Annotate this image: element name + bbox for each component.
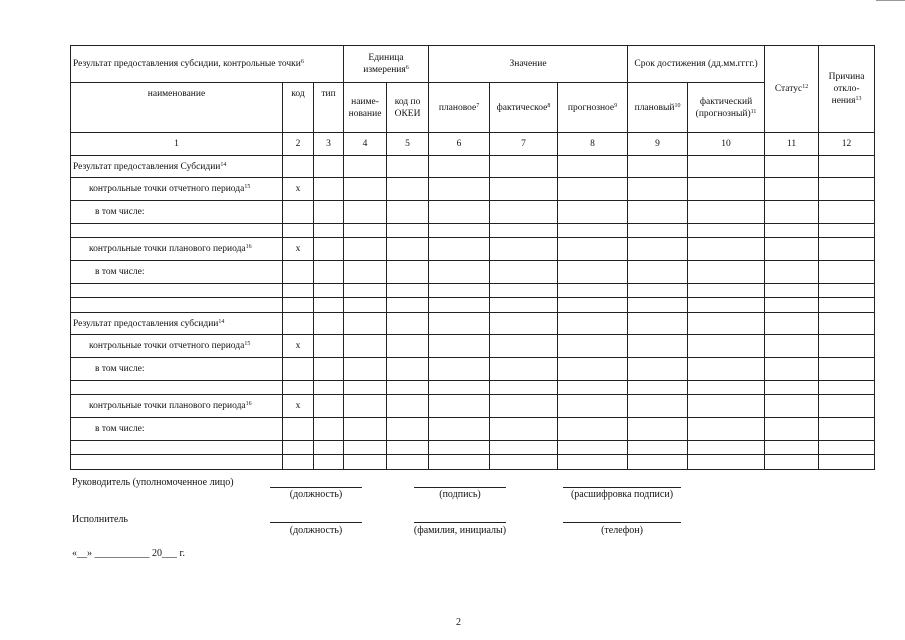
empty-cell xyxy=(558,358,628,381)
empty-cell xyxy=(688,284,765,298)
empty-cell xyxy=(490,441,558,455)
result-title-cell xyxy=(71,156,283,178)
empty-cell xyxy=(688,298,765,313)
empty-cell xyxy=(387,455,429,470)
header-code: код xyxy=(283,83,314,133)
empty-cell xyxy=(429,224,490,238)
control-points-label: контрольные точки планового периода xyxy=(89,401,246,411)
empty-cell xyxy=(558,224,628,238)
empty-cell xyxy=(819,178,875,201)
corner-mark xyxy=(876,0,905,1)
empty-cell xyxy=(490,313,558,335)
empty-cell xyxy=(558,156,628,178)
footnote-ref: 6 xyxy=(300,59,304,65)
footnote-ref: 9 xyxy=(614,102,618,109)
empty-cell xyxy=(558,418,628,441)
empty-cell xyxy=(628,455,688,470)
empty-cell xyxy=(688,455,765,470)
empty-cell xyxy=(558,298,628,313)
empty-cell xyxy=(558,381,628,395)
header-row-2 xyxy=(71,83,875,133)
header-actual: фактическое xyxy=(496,102,548,113)
code-cell: x xyxy=(283,238,314,261)
result-row xyxy=(71,313,875,335)
empty-cell xyxy=(387,261,429,284)
empty-cell xyxy=(283,261,314,284)
footnote-ref: 8 xyxy=(547,102,551,109)
empty-cell xyxy=(819,284,875,298)
control-points-label: контрольные точки отчетного периода xyxy=(89,341,245,351)
empty-cell xyxy=(387,156,429,178)
signature-line xyxy=(563,487,681,488)
empty-cell xyxy=(314,335,344,358)
header-reason-cell xyxy=(819,46,875,133)
empty-cell xyxy=(819,335,875,358)
empty-cell xyxy=(344,238,387,261)
footnote-ref: 12 xyxy=(802,84,809,90)
empty-cell xyxy=(688,358,765,381)
empty-cell xyxy=(628,201,688,224)
header-okei: код по ОКЕИ xyxy=(387,83,429,133)
empty-cell xyxy=(765,156,819,178)
empty-row xyxy=(71,381,875,395)
code-cell: x xyxy=(283,395,314,418)
including-label: в том числе: xyxy=(71,418,283,441)
empty-cell xyxy=(429,284,490,298)
empty-cell xyxy=(71,224,283,238)
empty-cell xyxy=(628,395,688,418)
empty-cell xyxy=(490,335,558,358)
including-label: в том числе: xyxy=(71,261,283,284)
empty-cell xyxy=(819,298,875,313)
empty-cell xyxy=(819,441,875,455)
empty-cell xyxy=(628,284,688,298)
empty-cell xyxy=(688,201,765,224)
header-result: Результат предоставления субсидии, контрольные точки xyxy=(73,59,301,69)
empty-cell xyxy=(344,224,387,238)
empty-cell xyxy=(765,441,819,455)
empty-cell xyxy=(490,395,558,418)
signature-line xyxy=(414,522,506,523)
result-title: Результат предоставления Субсидии xyxy=(73,161,221,172)
empty-cell xyxy=(628,335,688,358)
empty-cell xyxy=(283,418,314,441)
empty-cell xyxy=(819,395,875,418)
empty-cell xyxy=(490,418,558,441)
empty-cell xyxy=(490,178,558,201)
empty-cell xyxy=(314,381,344,395)
empty-cell xyxy=(765,298,819,313)
position-caption: (должность) xyxy=(289,489,343,500)
empty-cell xyxy=(344,395,387,418)
sign-caption: (подпись) xyxy=(439,489,481,500)
empty-cell xyxy=(628,156,688,178)
footnote-ref: 16 xyxy=(245,401,252,407)
empty-cell xyxy=(688,238,765,261)
empty-cell xyxy=(490,201,558,224)
empty-cell xyxy=(490,156,558,178)
empty-cell xyxy=(558,201,628,224)
empty-cell xyxy=(765,335,819,358)
including-row xyxy=(71,261,875,284)
header-row-1 xyxy=(71,46,875,83)
empty-cell xyxy=(765,313,819,335)
empty-cell xyxy=(429,298,490,313)
empty-cell xyxy=(429,156,490,178)
empty-row xyxy=(71,441,875,455)
footnote-ref: 15 xyxy=(244,341,251,347)
column-number: 7 xyxy=(490,133,558,156)
footnote-ref: 15 xyxy=(244,184,251,190)
empty-cell xyxy=(283,441,314,455)
empty-cell xyxy=(344,156,387,178)
empty-cell xyxy=(765,418,819,441)
including-label: в том числе: xyxy=(71,201,283,224)
empty-cell xyxy=(765,238,819,261)
control-points-row xyxy=(71,178,875,201)
empty-cell xyxy=(314,418,344,441)
footnote-ref: 14 xyxy=(220,161,227,168)
code-cell: x xyxy=(283,178,314,201)
empty-cell xyxy=(765,261,819,284)
position-caption: (должность) xyxy=(289,525,343,536)
empty-cell xyxy=(628,261,688,284)
empty-cell xyxy=(819,261,875,284)
empty-cell xyxy=(765,224,819,238)
footnote-ref: 16 xyxy=(245,244,252,250)
column-number-row xyxy=(71,133,875,156)
header-status-cell xyxy=(765,46,819,133)
empty-cell xyxy=(490,298,558,313)
empty-cell xyxy=(314,201,344,224)
empty-cell xyxy=(429,261,490,284)
header-value: Значение xyxy=(429,46,628,83)
empty-row xyxy=(71,298,875,313)
empty-row xyxy=(71,455,875,470)
empty-cell xyxy=(490,224,558,238)
empty-cell xyxy=(558,261,628,284)
head-label: Руководитель (уполномоченное лицо) xyxy=(72,477,234,488)
empty-cell xyxy=(765,395,819,418)
empty-cell xyxy=(314,395,344,418)
header-actual-date: фактический (прогнозный) xyxy=(695,96,753,119)
empty-cell xyxy=(314,313,344,335)
empty-cell xyxy=(628,441,688,455)
column-number: 9 xyxy=(628,133,688,156)
empty-cell xyxy=(628,238,688,261)
column-number: 2 xyxy=(283,133,314,156)
footnote-ref: 13 xyxy=(855,96,862,102)
empty-cell xyxy=(429,455,490,470)
empty-cell xyxy=(71,381,283,395)
empty-cell xyxy=(628,313,688,335)
empty-cell xyxy=(490,381,558,395)
control-points-row xyxy=(71,335,875,358)
empty-cell xyxy=(314,238,344,261)
empty-cell xyxy=(628,178,688,201)
column-number: 8 xyxy=(558,133,628,156)
empty-cell xyxy=(71,441,283,455)
empty-cell xyxy=(344,358,387,381)
control-points-row xyxy=(71,395,875,418)
control-points-cell xyxy=(71,335,283,358)
empty-cell xyxy=(819,381,875,395)
empty-cell xyxy=(628,358,688,381)
header-reason: Причина откло- нения xyxy=(828,72,865,106)
fio-caption: (фамилия, инициалы) xyxy=(413,525,507,536)
empty-cell xyxy=(819,201,875,224)
empty-cell xyxy=(558,284,628,298)
empty-cell xyxy=(688,313,765,335)
footnote-ref: 14 xyxy=(218,318,225,325)
empty-cell xyxy=(628,224,688,238)
empty-cell xyxy=(558,455,628,470)
report-table xyxy=(70,45,875,470)
empty-cell xyxy=(558,395,628,418)
header-planned-cell xyxy=(429,83,490,133)
empty-cell xyxy=(490,284,558,298)
column-number: 11 xyxy=(765,133,819,156)
empty-cell xyxy=(765,284,819,298)
empty-cell xyxy=(283,156,314,178)
control-points-row xyxy=(71,238,875,261)
empty-cell xyxy=(688,381,765,395)
empty-cell xyxy=(283,381,314,395)
column-number: 10 xyxy=(688,133,765,156)
empty-cell xyxy=(688,395,765,418)
empty-cell xyxy=(688,224,765,238)
header-planned-date-cell xyxy=(628,83,688,133)
empty-cell xyxy=(314,224,344,238)
empty-row xyxy=(71,284,875,298)
footnote-ref: 11 xyxy=(750,108,757,115)
control-points-label: контрольные точки планового периода xyxy=(89,244,246,254)
empty-cell xyxy=(387,178,429,201)
empty-cell xyxy=(765,381,819,395)
header-actual-cell xyxy=(490,83,558,133)
empty-cell xyxy=(490,358,558,381)
empty-cell xyxy=(765,201,819,224)
empty-cell xyxy=(688,418,765,441)
empty-cell xyxy=(71,284,283,298)
decoding-caption: (расшифровка подписи) xyxy=(570,489,674,500)
header-status: Статус xyxy=(774,84,803,94)
control-points-label: контрольные точки отчетного периода xyxy=(89,184,245,194)
empty-cell xyxy=(819,224,875,238)
empty-cell xyxy=(558,335,628,358)
empty-cell xyxy=(765,358,819,381)
empty-cell xyxy=(314,298,344,313)
empty-cell xyxy=(314,156,344,178)
header-planned: плановое xyxy=(438,102,477,113)
header-unit-cell xyxy=(344,46,429,83)
result-title-cell xyxy=(71,313,283,335)
header-name: наименование xyxy=(71,83,283,133)
empty-cell xyxy=(387,358,429,381)
including-row xyxy=(71,201,875,224)
control-points-cell xyxy=(71,395,283,418)
footnote-ref: 6 xyxy=(405,65,409,71)
empty-cell xyxy=(283,224,314,238)
empty-cell xyxy=(387,441,429,455)
header-forecast-cell xyxy=(558,83,628,133)
empty-cell xyxy=(71,455,283,470)
signature-line xyxy=(270,487,362,488)
header-unit-name: наиме- нование xyxy=(344,83,387,133)
control-points-cell xyxy=(71,238,283,261)
footnote-ref: 10 xyxy=(674,102,681,109)
header-unit: Единица измерения xyxy=(363,53,406,75)
empty-cell xyxy=(387,395,429,418)
empty-cell xyxy=(387,201,429,224)
empty-cell xyxy=(628,298,688,313)
empty-cell xyxy=(71,298,283,313)
empty-cell xyxy=(344,441,387,455)
empty-cell xyxy=(283,284,314,298)
empty-cell xyxy=(283,298,314,313)
empty-cell xyxy=(387,313,429,335)
empty-cell xyxy=(344,455,387,470)
empty-cell xyxy=(558,441,628,455)
header-planned-date: плановый xyxy=(634,102,675,113)
empty-cell xyxy=(387,381,429,395)
empty-cell xyxy=(387,298,429,313)
footnote-ref: 7 xyxy=(476,102,480,109)
empty-cell xyxy=(387,238,429,261)
empty-cell xyxy=(429,441,490,455)
empty-cell xyxy=(819,156,875,178)
column-number: 3 xyxy=(314,133,344,156)
empty-cell xyxy=(819,358,875,381)
empty-cell xyxy=(429,395,490,418)
empty-cell xyxy=(314,441,344,455)
empty-cell xyxy=(765,178,819,201)
header-forecast: прогнозное xyxy=(567,102,615,113)
empty-cell xyxy=(283,313,314,335)
empty-cell xyxy=(558,178,628,201)
empty-cell xyxy=(429,313,490,335)
empty-cell xyxy=(429,335,490,358)
empty-cell xyxy=(688,335,765,358)
empty-cell xyxy=(688,441,765,455)
including-row xyxy=(71,418,875,441)
empty-cell xyxy=(628,418,688,441)
empty-cell xyxy=(490,261,558,284)
empty-cell xyxy=(558,313,628,335)
result-title: Результат предоставления субсидии xyxy=(73,318,219,329)
header-type: тип xyxy=(314,83,344,133)
empty-cell xyxy=(429,418,490,441)
empty-cell xyxy=(688,261,765,284)
empty-cell xyxy=(819,455,875,470)
empty-cell xyxy=(628,381,688,395)
empty-cell xyxy=(387,335,429,358)
empty-cell xyxy=(314,284,344,298)
empty-cell xyxy=(429,201,490,224)
empty-cell xyxy=(283,358,314,381)
header-actual-date-cell xyxy=(688,83,765,133)
empty-cell xyxy=(429,238,490,261)
page-number: 2 xyxy=(456,617,461,628)
empty-cell xyxy=(314,455,344,470)
empty-row xyxy=(71,224,875,238)
empty-cell xyxy=(819,418,875,441)
empty-cell xyxy=(344,313,387,335)
including-row xyxy=(71,358,875,381)
empty-cell xyxy=(344,201,387,224)
header-deadline: Срок достижения (дд.мм.гггг.) xyxy=(628,46,765,83)
control-points-cell xyxy=(71,178,283,201)
empty-cell xyxy=(429,381,490,395)
empty-cell xyxy=(490,238,558,261)
signature-line xyxy=(563,522,681,523)
empty-cell xyxy=(344,381,387,395)
empty-cell xyxy=(688,178,765,201)
empty-cell xyxy=(344,335,387,358)
empty-cell xyxy=(314,358,344,381)
empty-cell xyxy=(344,298,387,313)
empty-cell xyxy=(344,284,387,298)
code-cell: x xyxy=(283,335,314,358)
empty-cell xyxy=(314,178,344,201)
empty-cell xyxy=(344,418,387,441)
empty-cell xyxy=(344,178,387,201)
column-number: 6 xyxy=(429,133,490,156)
empty-cell xyxy=(387,418,429,441)
column-number: 5 xyxy=(387,133,429,156)
empty-cell xyxy=(344,261,387,284)
empty-cell xyxy=(819,238,875,261)
column-number: 12 xyxy=(819,133,875,156)
empty-cell xyxy=(429,178,490,201)
empty-cell xyxy=(283,201,314,224)
empty-cell xyxy=(765,455,819,470)
column-number: 1 xyxy=(71,133,283,156)
phone-caption: (телефон) xyxy=(601,525,643,536)
signature-line xyxy=(270,522,362,523)
empty-cell xyxy=(387,224,429,238)
table-body xyxy=(71,156,875,470)
empty-cell xyxy=(558,238,628,261)
header-result-cell xyxy=(71,46,344,83)
empty-cell xyxy=(429,358,490,381)
executor-label: Исполнитель xyxy=(72,514,128,525)
signature-line xyxy=(414,487,506,488)
result-row xyxy=(71,156,875,178)
column-number: 4 xyxy=(344,133,387,156)
empty-cell xyxy=(490,455,558,470)
including-label: в том числе: xyxy=(71,358,283,381)
empty-cell xyxy=(314,261,344,284)
empty-cell xyxy=(283,455,314,470)
empty-cell xyxy=(819,313,875,335)
empty-cell xyxy=(688,156,765,178)
date-line: «__» ___________ 20___ г. xyxy=(72,548,185,559)
empty-cell xyxy=(387,284,429,298)
